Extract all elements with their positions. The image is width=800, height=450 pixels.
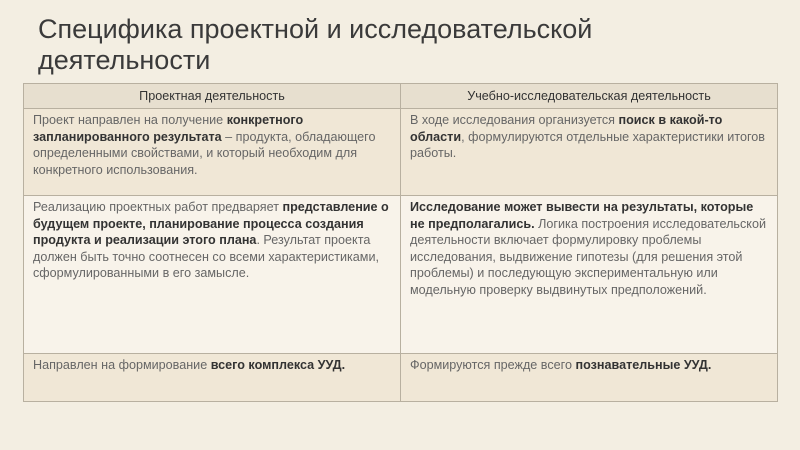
cell-text: Реализацию проектных работ предваряет	[33, 200, 283, 214]
slide-title-line-1: Специфика проектной и исследовательской	[38, 14, 593, 44]
table-row	[24, 196, 778, 354]
emphasized-text: познавательные УУД.	[575, 358, 712, 372]
emphasized-text: поиск в какой-то области	[410, 113, 723, 144]
cell-row2-project	[24, 196, 401, 354]
cell-text: Логика построения исследовательской деятельности включает формулировку проблемы исследования, выдвижение гипотезы (для решения этой проблемы) и последующую экспериментальную или модельную проверку выдвинутых предположений.	[410, 216, 766, 297]
emphasized-text: конкретного запланированного результата	[33, 113, 304, 144]
cell-text: , формулируются отдельные характеристики итогов работы.	[410, 129, 765, 160]
cell-row2-research	[401, 196, 778, 354]
cell-row3-project	[24, 354, 401, 402]
header-research-activity: Учебно-исследовательская деятельность	[401, 84, 778, 109]
emphasized-text: всего комплекса УУД.	[210, 358, 346, 372]
emphasized-text: представление о будущем проекте, планирование процесса создания продукта и реализации этого плана	[33, 200, 389, 247]
comparison-table	[23, 83, 778, 402]
cell-text: Проект направлен на получение	[33, 113, 227, 127]
cell-row3-research	[401, 354, 778, 402]
slide-title-line-2: деятельности	[38, 45, 211, 75]
slide-title	[38, 14, 778, 76]
emphasized-text: Исследование может вывести на результаты, которые не предполагались.	[410, 200, 754, 231]
header-project-activity: Проектная деятельность	[24, 84, 401, 109]
cell-text: – продукта, обладающего определенными свойствами, и который необходим для конкретного использования.	[33, 129, 376, 177]
table-header-row	[24, 84, 778, 109]
cell-text: . Результат проекта должен быть точно соотнесен со всеми характеристиками, сформулированными в его замысле.	[33, 233, 379, 280]
cell-row1-research	[401, 109, 778, 196]
cell-text: Формируются прежде всего	[410, 358, 576, 372]
table-row	[24, 354, 778, 402]
cell-row1-project	[24, 109, 401, 196]
table-row	[24, 109, 778, 196]
cell-text: В ходе исследования организуется	[410, 113, 619, 127]
cell-text: Направлен на формирование	[33, 358, 211, 372]
